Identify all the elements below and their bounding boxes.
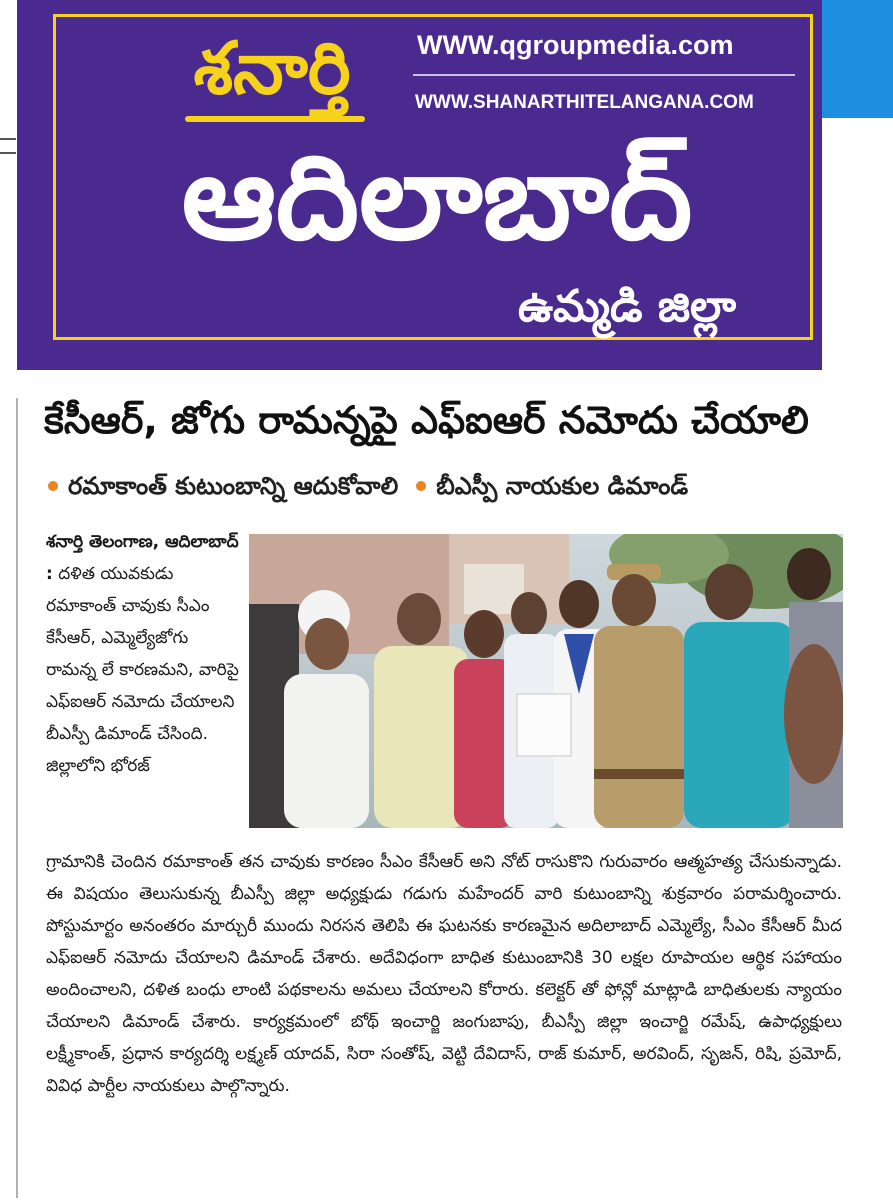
website-link-qgroup[interactable]: WWW.qgroupmedia.com bbox=[417, 30, 734, 60]
bullet-icon bbox=[416, 481, 426, 491]
article-body: గ్రామానికి చెందిన రమాకాంత్ తన చావుకు కారణం సీఎం కేసీఆర్ అని నోట్ రాసుకొని గురువారం ఆత్మహత్య చేసుకున్నాడు. ఈ విషయం తెలుసుకున్న బీఎస్పీ జిల్లా అధ్యక్షుడు గడుగు మహేందర్ వారి కుటుంబాన్ని శుక్రవారం పరామర్శించారు. పోస్టుమార్టం అనంతరం మార్చురీ ముందు నిరసన తెలిపి ఈ ఘటనకు కారణమైన అదిలాబాద్ ఎమ్మెల్యే, సీఎం కేసీఆర్ మీద ఎఫ్ఐఆర్ నమోదు చేయాలని డిమాండ్ చేశారు. అదేవిధంగా బాధిత కుటుంబానికి 30 లక్షల రూపాయల ఆర్థిక సహాయం అందించాలని, దళిత బంధు లాంటి పథకాలను అమలు చేయాలని కోరారు. కలెక్టర్ తో ఫోన్లో మాట్లాడి బాధితులకు న్యాయం చేయాలని డిమాండ్ చేశారు. కార్యక్రమంలో బోథ్ ఇంచార్జి జంగుబాపు, బీఎస్పీ జిల్లా ఇంచార్జి రమేష్, ఉపాధ్యక్షులు లక్ష్మీకాంత్, ప్రధాన కార్యదర్శి లక్ష్మణ్ యాదవ్, సిరా సంతోష్, వెట్టి దేవిదాస్, రాజ్ కుమార్, అరవింద్, సృజన్, రిషి, ప్రమోద్, వివిధ పార్టీల నాయకులు పాల్గొన్నారు. bbox=[46, 852, 842, 1096]
page-edge-strip bbox=[822, 0, 893, 118]
subhead-2: బీఎస్పీ నాయకుల డిమాండ్ bbox=[436, 472, 689, 500]
brand-logo-text: శనార్తి bbox=[193, 26, 351, 110]
website-divider bbox=[413, 74, 795, 76]
bullet-icon bbox=[48, 481, 58, 491]
column-body: దళిత యువకుడు రమాకాంత్ చావుకు సీఎం కేసీఆర్, ఎమ్మెల్యేజోగు రామన్న లే కారణమని, వారిపై ఎఫ్ఐఆర్ నమోదు చేయాలని బీఎస్పీ డిమాండ్ చేసింది. జిల్లాలోని భోరజ్ bbox=[46, 564, 239, 776]
protest-photo-illustration bbox=[249, 534, 843, 828]
sub-district-title: ఉమ్మడి జిల్లా bbox=[517, 281, 737, 332]
dateline: శనార్తి తెలంగాణ, ఆదిలాబాద్ : bbox=[46, 532, 239, 584]
edge-rule bbox=[0, 138, 16, 140]
district-title: ఆదిలాబాద్ bbox=[181, 128, 693, 266]
edge-rule bbox=[0, 152, 16, 154]
subhead-1: రమాకాంత్ కుటుంబాన్ని ఆదుకోవాలి bbox=[68, 472, 399, 500]
article-left-rule bbox=[16, 398, 18, 1198]
article-subheads bbox=[48, 466, 848, 506]
article-headline: కేసీఆర్, జోగు రామన్నపై ఎఫ్ఐఆర్ నమోదు చేయాలి bbox=[44, 398, 809, 442]
article-photo bbox=[249, 534, 843, 828]
website-link-shanarthi[interactable]: WWW.SHANARTHITELANGANA.COM bbox=[415, 92, 754, 113]
masthead bbox=[17, 0, 822, 370]
article-column-text bbox=[46, 526, 242, 782]
